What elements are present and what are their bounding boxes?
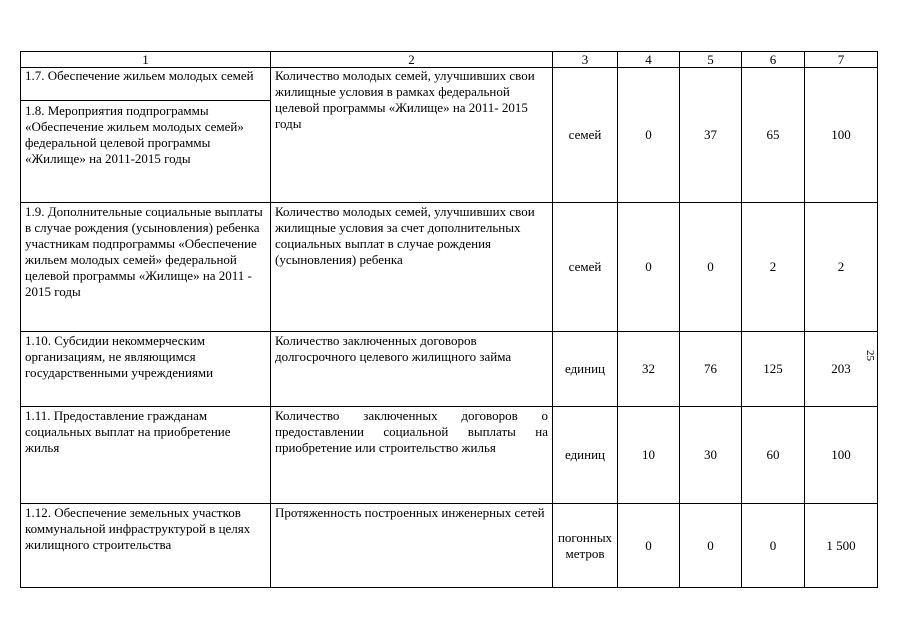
value-cell: 100 bbox=[805, 407, 878, 504]
indicator-cell: Количество молодых семей, улучшивших свои жилищные условия в рамках федеральной целевой программы «Жилище» на 2011- 2015 годы bbox=[271, 68, 553, 203]
column-header-5: 5 bbox=[680, 52, 742, 68]
value-cell: 2 bbox=[742, 203, 805, 332]
unit-cell: единиц bbox=[553, 332, 618, 407]
indicators-table bbox=[20, 51, 878, 588]
column-header-7: 7 bbox=[805, 52, 878, 68]
column-header-6: 6 bbox=[742, 52, 805, 68]
value-cell: 0 bbox=[742, 504, 805, 588]
value-cell: 10 bbox=[618, 407, 680, 504]
activity-name-cell: 1.9. Дополнительные социальные выплаты в случае рождения (усыновления) ребенка участникам подпрограммы «Обеспечение жильем молодых семей» федеральной целевой программы «Жилище» на 2011 - 2015 годы bbox=[21, 203, 271, 332]
activity-name-cell: 1.10. Субсидии некоммерческим организациям, не являющимся государственными учреждениями bbox=[21, 332, 271, 407]
activity-name-cell: 1.7. Обеспечение жильем молодых семей bbox=[21, 68, 271, 101]
table-row bbox=[21, 504, 878, 588]
unit-cell: семей bbox=[553, 68, 618, 203]
value-cell: 1 500 bbox=[805, 504, 878, 588]
unit-cell: семей bbox=[553, 203, 618, 332]
page-number: 25 bbox=[864, 350, 876, 361]
activity-name-cell: 1.8. Мероприятия подпрограммы «Обеспечение жильем молодых семей» федеральной целевой программы «Жилище» на 2011-2015 годы bbox=[21, 101, 271, 203]
value-cell: 0 bbox=[618, 203, 680, 332]
table-row bbox=[21, 203, 878, 332]
table-row bbox=[21, 407, 878, 504]
value-cell: 0 bbox=[680, 504, 742, 588]
value-cell: 65 bbox=[742, 68, 805, 203]
value-cell: 0 bbox=[680, 203, 742, 332]
value-cell: 30 bbox=[680, 407, 742, 504]
column-header-3: 3 bbox=[553, 52, 618, 68]
column-header-4: 4 bbox=[618, 52, 680, 68]
table-row bbox=[21, 68, 878, 101]
indicator-cell: Протяженность построенных инженерных сетей bbox=[271, 504, 553, 588]
value-cell: 0 bbox=[618, 68, 680, 203]
unit-cell: единиц bbox=[553, 407, 618, 504]
value-cell: 32 bbox=[618, 332, 680, 407]
value-cell: 2 bbox=[805, 203, 878, 332]
indicator-cell: Количество молодых семей, улучшивших свои жилищные условия за счет дополнительных социальных выплат в случае рождения (усыновления) ребенка bbox=[271, 203, 553, 332]
value-cell: 76 bbox=[680, 332, 742, 407]
value-cell: 125 bbox=[742, 332, 805, 407]
activity-name-cell: 1.11. Предоставление гражданам социальных выплат на приобретение жилья bbox=[21, 407, 271, 504]
unit-cell: погонных метров bbox=[553, 504, 618, 588]
indicator-cell: Количество заключенных договоров долгосрочного целевого жилищного займа bbox=[271, 332, 553, 407]
value-cell: 0 bbox=[618, 504, 680, 588]
column-header-1: 1 bbox=[21, 52, 271, 68]
table-row bbox=[21, 332, 878, 407]
header-row bbox=[21, 52, 878, 68]
indicator-cell: Количество заключенных договоров о предоставлении социальной выплаты на приобретение или строительство жилья bbox=[271, 407, 553, 504]
column-header-2: 2 bbox=[271, 52, 553, 68]
value-cell: 203 bbox=[805, 332, 878, 407]
value-cell: 60 bbox=[742, 407, 805, 504]
activity-name-cell: 1.12. Обеспечение земельных участков коммунальной инфраструктурой в целях жилищного строительства bbox=[21, 504, 271, 588]
value-cell: 37 bbox=[680, 68, 742, 203]
value-cell: 100 bbox=[805, 68, 878, 203]
